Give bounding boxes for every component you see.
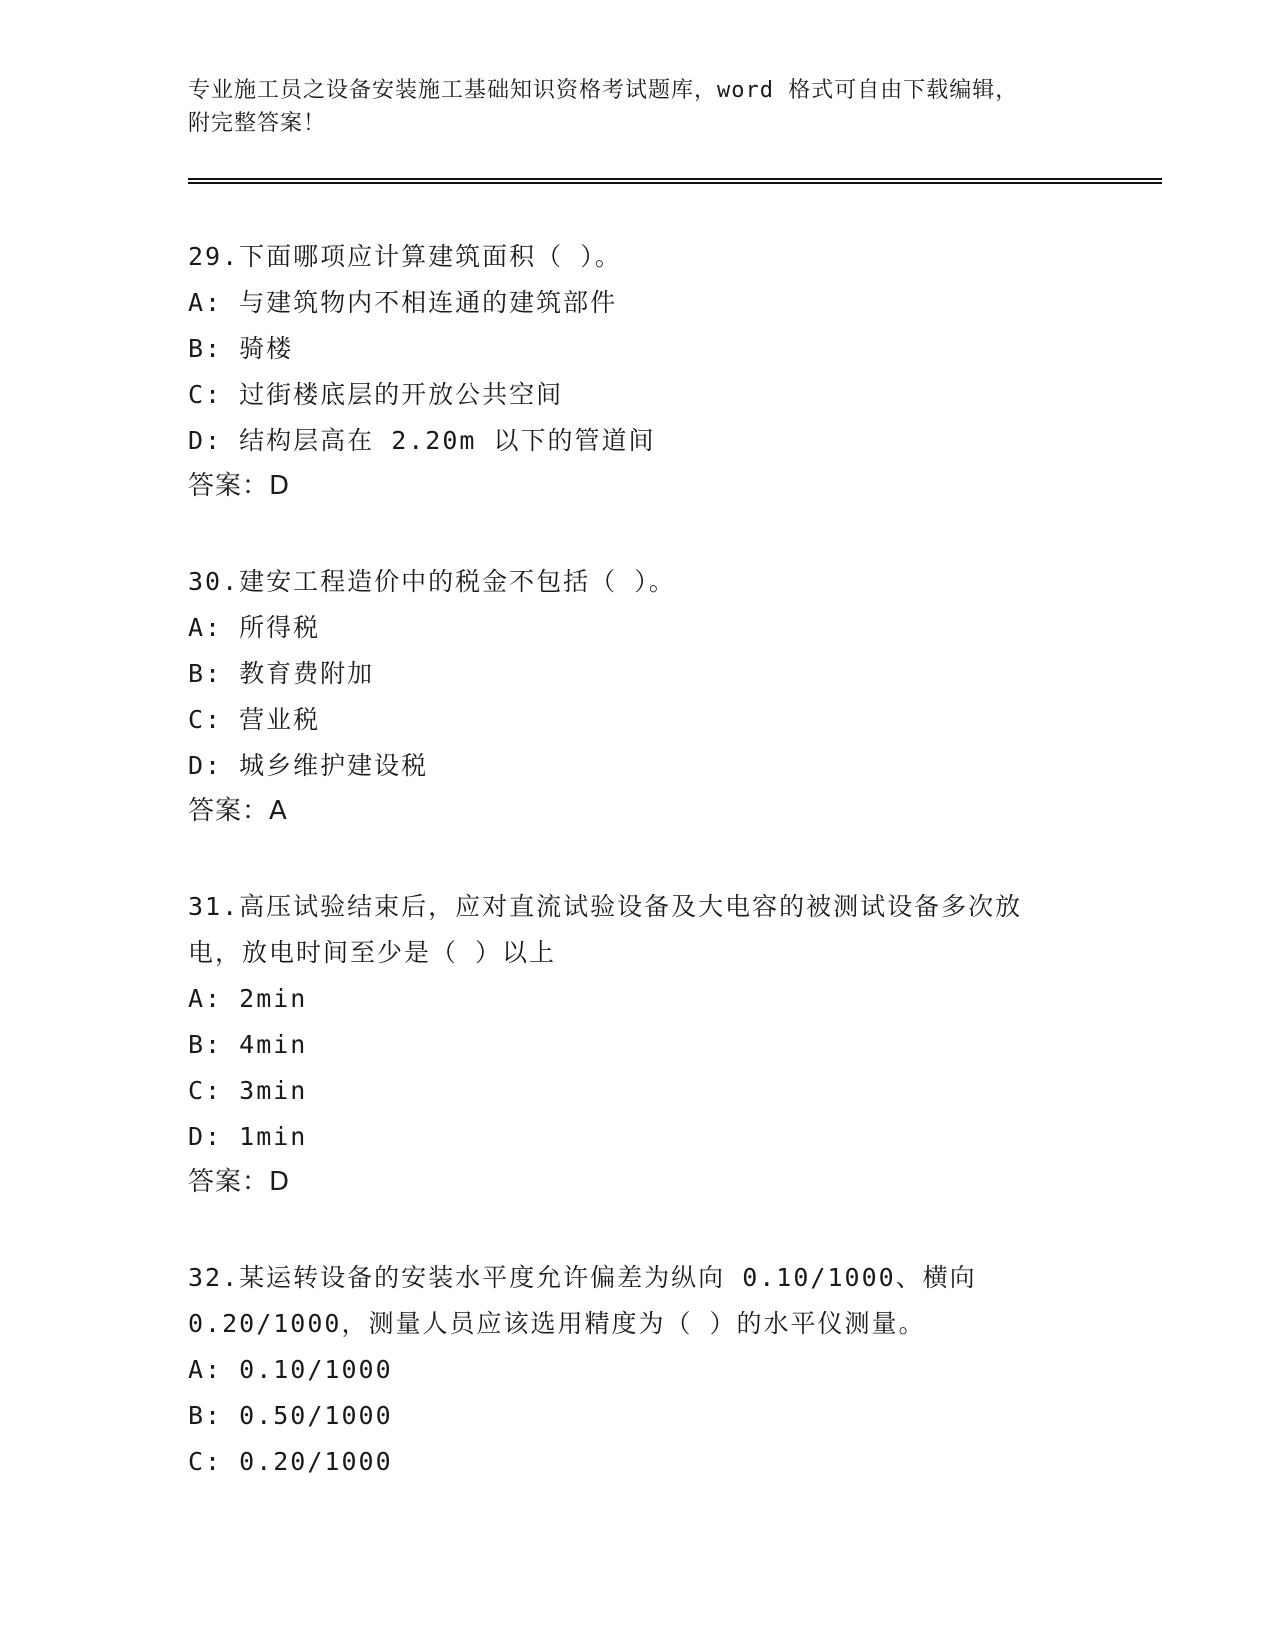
question-29 — [188, 234, 1088, 508]
question-30 — [188, 559, 1088, 833]
header-title-line-2: 附完整答案！ — [188, 111, 327, 136]
option-d: D: 1min — [188, 1122, 308, 1151]
question-stem-line-1: 32.某运转设备的安装水平度允许偏差为纵向 0.10/1000、横向 — [188, 1263, 977, 1292]
document-header — [188, 74, 1088, 140]
option-c: C: 过街楼底层的开放公共空间 — [188, 380, 564, 409]
question-stem-line-2: 0.20/1000，测量人员应该选用精度为（ ）的水平仪测量。 — [188, 1309, 926, 1338]
question-stem: 29.下面哪项应计算建筑面积（ ）。 — [188, 242, 622, 271]
option-c: C: 营业税 — [188, 705, 321, 734]
option-c: C: 3min — [188, 1076, 308, 1105]
option-c: C: 0.20/1000 — [188, 1447, 393, 1476]
answer-label: 答案：D — [188, 1167, 291, 1197]
option-d: D: 结构层高在 2.20m 以下的管道间 — [188, 426, 656, 455]
question-stem-line-1: 31.高压试验结束后，应对直流试验设备及大电容的被测试设备多次放 — [188, 892, 1023, 921]
answer-label: 答案：A — [188, 796, 288, 826]
option-b: B: 骑楼 — [188, 334, 294, 363]
option-d: D: 城乡维护建设税 — [188, 751, 429, 780]
question-32 — [188, 1255, 1088, 1485]
option-a: A: 0.10/1000 — [188, 1355, 393, 1384]
question-31 — [188, 884, 1088, 1204]
option-b: B: 4min — [188, 1030, 308, 1059]
option-a: A: 与建筑物内不相连通的建筑部件 — [188, 288, 618, 317]
question-stem: 30.建安工程造价中的税金不包括（ ）。 — [188, 567, 676, 596]
header-double-rule — [188, 178, 1162, 184]
question-list — [188, 234, 1088, 1536]
option-b: B: 0.50/1000 — [188, 1401, 393, 1430]
option-b: B: 教育费附加 — [188, 659, 375, 688]
header-title-line-1: 专业施工员之设备安装施工基础知识资格考试题库，word 格式可自由下载编辑， — [188, 78, 1019, 103]
option-a: A: 2min — [188, 984, 308, 1013]
option-a: A: 所得税 — [188, 613, 321, 642]
question-stem-line-2: 电，放电时间至少是（ ）以上 — [188, 938, 557, 967]
answer-label: 答案：D — [188, 471, 291, 501]
